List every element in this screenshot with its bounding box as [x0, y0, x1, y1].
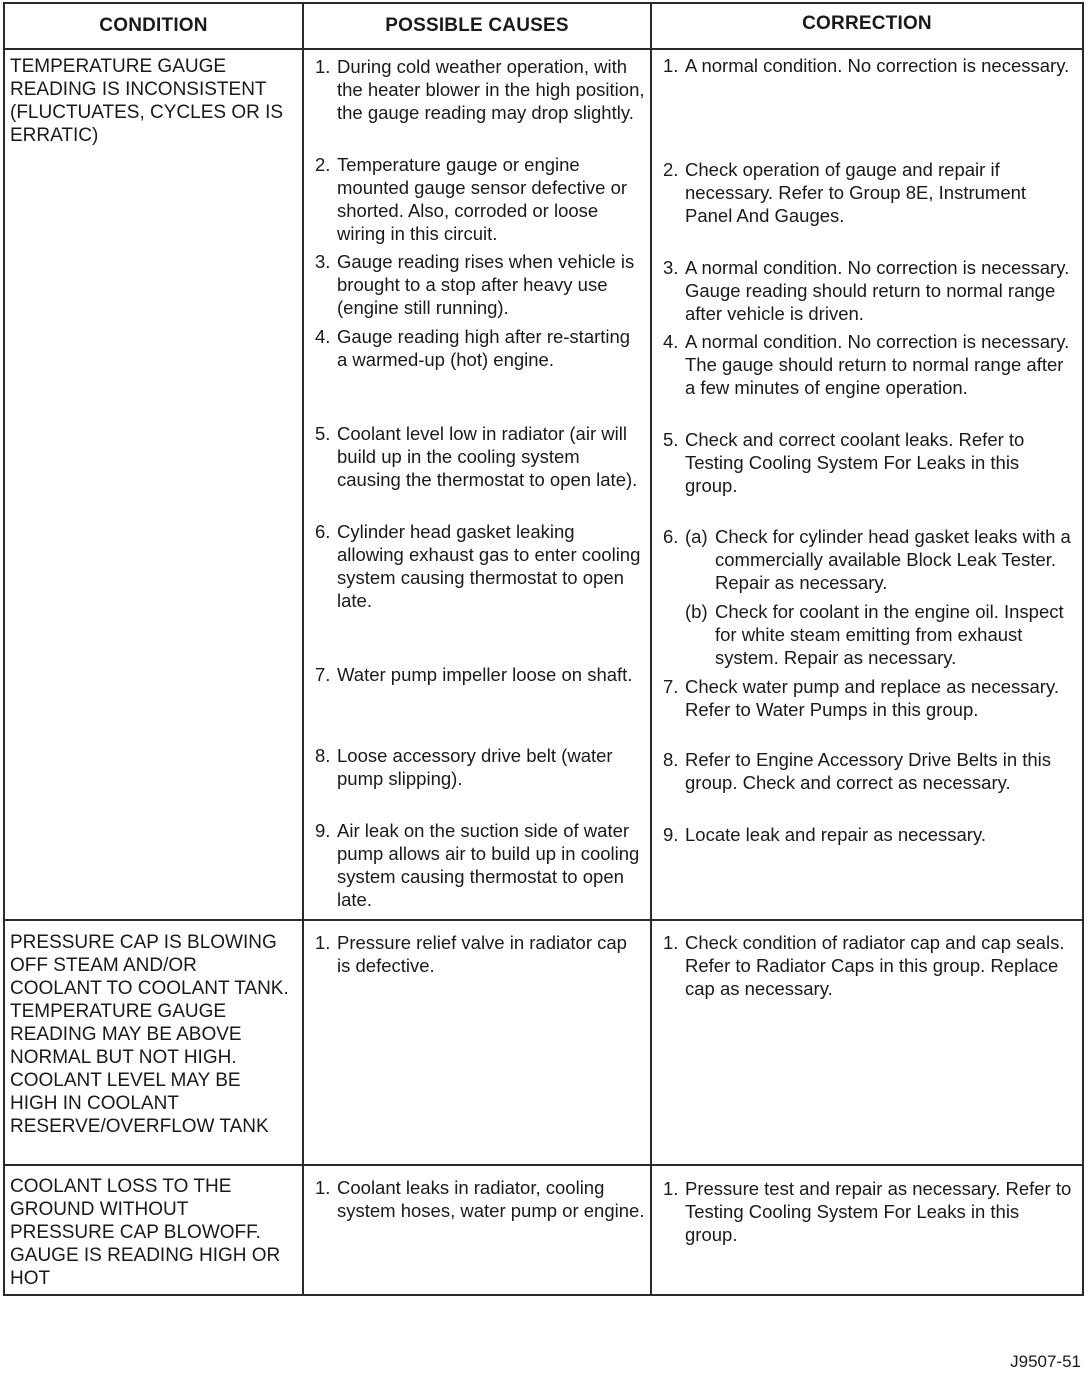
- column-divider: [650, 4, 652, 1294]
- correction-text: Pressure test and repair as necessary. Refer to Testing Cooling System For Leaks in this group.: [685, 1178, 1072, 1245]
- correction-item: [663, 931, 1073, 1000]
- condition-cell: COOLANT LOSS TO THE GROUND WITHOUT PRESSURE CAP BLOWOFF. GAUGE IS READING HIGH OR HOT: [10, 1176, 281, 1289]
- correction-item: [663, 675, 1073, 721]
- correction-item: [663, 330, 1073, 399]
- cause-text: Coolant leaks in radiator, cooling system hoses, water pump or engine.: [337, 1177, 645, 1221]
- item-number: 5.: [663, 429, 679, 450]
- correction-item: [663, 1177, 1073, 1246]
- correction-item: [663, 525, 1073, 669]
- cause-text: Loose accessory drive belt (water pump slipping).: [337, 745, 613, 789]
- correction-text: A normal condition. No correction is necessary. Gauge reading should return to normal range after vehicle is driven.: [685, 257, 1070, 324]
- item-number: 9.: [663, 824, 679, 845]
- cause-text: Pressure relief valve in radiator cap is defective.: [337, 932, 627, 976]
- cause-text: Coolant level low in radiator (air will build up in the cooling system causing the thermostat to open late).: [337, 423, 638, 490]
- cause-item: [315, 55, 645, 124]
- cause-text: During cold weather operation, with the heater blower in the high position, the gauge reading may drop slightly.: [337, 56, 645, 123]
- figure-reference: J9507-51: [1010, 1352, 1081, 1371]
- correction-item: [663, 54, 1073, 77]
- correction-text: Refer to Engine Accessory Drive Belts in this group. Check and correct as necessary.: [685, 749, 1052, 793]
- correction-text: Check for coolant in the engine oil. Inspect for white steam emitting from exhaust system. Repair as necessary.: [715, 601, 1064, 668]
- item-number: 1.: [315, 932, 331, 953]
- item-number: 3.: [315, 251, 331, 272]
- item-number: 1.: [315, 1177, 331, 1198]
- header-divider: [5, 48, 1082, 50]
- correction-text: Check and correct coolant leaks. Refer to Testing Cooling System For Leaks in this group.: [685, 429, 1025, 496]
- correction-item: [663, 428, 1073, 497]
- correction-text: Check operation of gauge and repair if necessary. Refer to Group 8E, Instrument Panel And Gauges.: [685, 159, 1027, 226]
- header-correction: CORRECTION: [802, 13, 932, 34]
- cause-item: [315, 1176, 645, 1222]
- item-number: 4.: [315, 326, 331, 347]
- cause-item: [315, 744, 645, 790]
- correction-subitem: [685, 525, 1073, 594]
- subitem-label: (b): [685, 601, 708, 622]
- item-number: 3.: [663, 257, 679, 278]
- header-condition: CONDITION: [99, 15, 208, 36]
- cause-text: Gauge reading rises when vehicle is brought to a stop after heavy use (engine still running).: [337, 251, 635, 318]
- item-number: 9.: [315, 820, 331, 841]
- condition-cell: TEMPERATURE GAUGE READING IS INCONSISTENT (FLUCTUATES, CYCLES OR IS ERRATIC): [10, 56, 284, 146]
- correction-text: A normal condition. No correction is necessary.: [685, 55, 1070, 76]
- cause-item: [315, 153, 645, 245]
- item-number: 8.: [663, 749, 679, 770]
- item-number: 1.: [663, 932, 679, 953]
- row-divider: [5, 1164, 1082, 1166]
- item-number: 7.: [315, 664, 331, 685]
- cause-text: Air leak on the suction side of water pump allows air to build up in cooling system causing thermostat to open late.: [337, 820, 640, 910]
- header-possible-causes: POSSIBLE CAUSES: [385, 15, 569, 36]
- cause-text: Temperature gauge or engine mounted gauge sensor defective or shorted. Also, corroded or loose wiring in this circuit.: [337, 154, 628, 244]
- cause-item: [315, 663, 645, 686]
- item-number: 6.: [663, 526, 679, 547]
- cause-item: [315, 250, 645, 319]
- correction-subitems: [685, 525, 1073, 669]
- item-number: 2.: [663, 159, 679, 180]
- item-number: 5.: [315, 423, 331, 444]
- item-number: 1.: [663, 1178, 679, 1199]
- correction-text: Locate leak and repair as necessary.: [685, 824, 986, 845]
- row-divider: [5, 919, 1082, 921]
- correction-subitem: [685, 600, 1073, 669]
- correction-item: [663, 158, 1073, 227]
- cause-item: [315, 819, 645, 911]
- cause-text: Water pump impeller loose on shaft.: [337, 664, 633, 685]
- correction-item: [663, 823, 1073, 846]
- correction-text: Check condition of radiator cap and cap seals. Refer to Radiator Caps in this group. Replace cap as necessary.: [685, 932, 1065, 999]
- correction-item: [663, 256, 1073, 325]
- correction-text: Check water pump and replace as necessary. Refer to Water Pumps in this group.: [685, 676, 1059, 720]
- cause-text: Cylinder head gasket leaking allowing exhaust gas to enter cooling system causing thermostat to open late.: [337, 521, 641, 611]
- item-number: 1.: [315, 56, 331, 77]
- cause-item: [315, 931, 645, 977]
- cause-item: [315, 325, 645, 371]
- column-divider: [302, 4, 304, 1294]
- item-number: 7.: [663, 676, 679, 697]
- cause-text: Gauge reading high after re-starting a warmed-up (hot) engine.: [337, 326, 631, 370]
- item-number: 6.: [315, 521, 331, 542]
- condition-cell: PRESSURE CAP IS BLOWING OFF STEAM AND/OR COOLANT TO COOLANT TANK. TEMPERATURE GAUGE READING MAY BE ABOVE NORMAL BUT NOT HIGH. COOLANT LEVEL MAY BE HIGH IN COOLANT RESERVE/OVERFLOW TANK: [10, 932, 289, 1137]
- cause-item: [315, 422, 645, 491]
- item-number: 2.: [315, 154, 331, 175]
- correction-text: Check for cylinder head gasket leaks with a commercially available Block Leak Tester. Repair as necessary.: [715, 526, 1071, 593]
- cause-item: [315, 520, 645, 612]
- item-number: 8.: [315, 745, 331, 766]
- item-number: 1.: [663, 55, 679, 76]
- correction-item: [663, 748, 1073, 794]
- subitem-label: (a): [685, 526, 708, 547]
- correction-text: A normal condition. No correction is necessary. The gauge should return to normal range after a few minutes of engine operation.: [685, 331, 1070, 398]
- item-number: 4.: [663, 331, 679, 352]
